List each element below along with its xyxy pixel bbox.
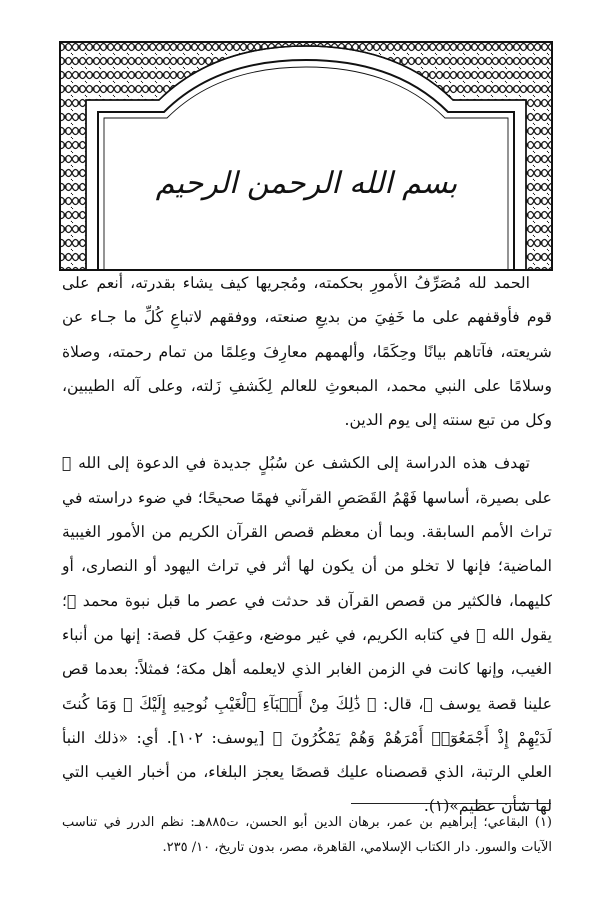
footnote-divider xyxy=(351,803,551,804)
footnote xyxy=(62,810,552,860)
basmala-calligraphy xyxy=(155,148,458,218)
paragraph-2: تهدف هذه الدراسة إلى الكشف عن سُبُلٍ جديدة في الدعوة إلى الله ﷺ على بصيرة، أساسها فَهْمُ القَصَصِ القرآني فهمًا صحيحًا؛ في ضوء دراسته في تراث الأمم السابقة. وبما أن معظم قصص القرآن الكريم من الأمور الغيبية الماضية؛ فإنها لا تخلو من أن يكون لها أثر في تراث اليهود أو النصارى، أو كليهما، فالكثير من قصص القرآن قد حدثت في عصر ما قبل نبوة محمد ﷺ؛ يقول الله ﷻ في كتابه الكريم، في غير موضع، وعقِبَ كل قصة: إنها من أنباء الغيب، وإنها كانت في الزمن الغابر الذي لايعلمه أهل مكة؛ فمثلاً: بعدما قص علينا قصة يوسف ﷺ، قال: ﴿ ذَٰلِكَ مِنْ أَنۢبَآءِ ٱلْغَيْبِ نُوحِيهِ إِلَيْكَ ۖ وَمَا كُنتَ لَدَيْهِمْ إِذْ أَجْمَعُوٓا۟ أَمْرَهُمْ وَهُمْ يَمْكُرُونَ ﴾ [يوسف: ١٠٢]. أي: «ذلك النبأ العلي الرتبة، الذي قصصناه عليك قصصًا يعجز البلغاء، من أخبار الغيب التي لها شأن عظيم»(١). xyxy=(62,454,553,816)
basmala-text: بسم الله الرحمن الرحيم xyxy=(155,165,458,201)
paragraph-1: الحمد لله مُصَرِّفُ الأمورِ بحكمته، ومُجريها كيف يشاء بقدرته، أنعم على قوم فأوقفهم على ما خَفِيَ من بديعِ صنعته، ووفقهم لاتباعِ كُلِّ ما جـاء عن شريعته، فآتاهم بيانًا وحِكَمًا، وألهمهم معارِفَ وعِلمًا من تمام رحمته، وصلاة وسلامًا على النبي محمد، المبعوثِ للعالم لِكَشفِ زَلته، وعلى آله الطيبين، وكل من تبع سنته إلى يوم الدين. xyxy=(62,274,552,430)
main-text xyxy=(62,266,552,824)
footnote-1: (١) البقاعي؛ إبراهيم بن عمر، برهان الدين أبو الحسن، ت٨٨٥هـ: نظم الدرر في تناسب الآيات والسور. دار الكتاب الإسلامي، القاهرة، مصر، بدون تاريخ، ١٠/ ٢٣٥. xyxy=(62,815,552,855)
